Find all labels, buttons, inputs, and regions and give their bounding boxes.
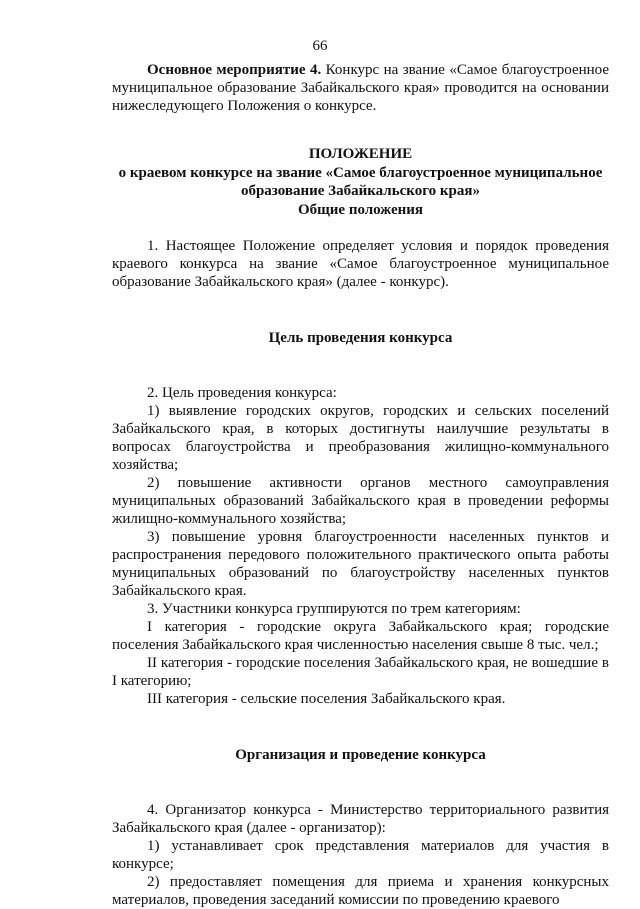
document-body xyxy=(112,61,609,909)
goal-item-1: 1) выявление городских округов, городских и сельских поселений Забайкальского края, в которых достигнуты наилучшие результаты в вопросах благоустройства и преобразования жилищно-коммунального хозяйства; xyxy=(112,403,609,473)
paragraph-2: 2. Цель проведения конкурса: xyxy=(147,385,337,401)
paragraph-3: 3. Участники конкурса группируются по трем категориям: xyxy=(147,601,521,617)
section-heading-goal: Цель проведения конкурса xyxy=(268,330,453,346)
paragraph-4: 4. Организатор конкурса - Министерство территориального развития Забайкальского края (далее - организатор): xyxy=(112,802,609,836)
org-item-2: 2) предоставляет помещения для приема и хранения конкурсных материалов, проведения заседаний комиссии по проведению краевого xyxy=(112,874,609,908)
intro-paragraph xyxy=(112,61,609,115)
intro-lead: Основное мероприятие 4. xyxy=(147,62,322,78)
section-heading-general: Общие положения xyxy=(297,202,424,218)
category-3: III категория - сельские поселения Забайкальского края. xyxy=(147,691,506,707)
doc-title: ПОЛОЖЕНИЕ xyxy=(308,146,413,162)
category-2: II категория - городские поселения Забайкальского края, не вошедшие в I категорию; xyxy=(112,655,609,689)
section-heading-organization: Организация и проведение конкурса xyxy=(235,747,486,763)
paragraph-1: 1. Настоящее Положение определяет условия и порядок проведения краевого конкурса на звание «Самое благоустроенное муниципальное образование Забайкальского края» (далее - конкурс). xyxy=(112,238,609,290)
intro-text: Конкурс на звание «Самое благоустроенное муниципальное образование Забайкальского края» проводится на основании нижеследующего Положения о конкурсе. xyxy=(112,62,609,114)
doc-subtitle: о краевом конкурсе на звание «Самое благоустроенное муниципальное образование Забайкальского края» xyxy=(118,165,603,199)
goal-item-3: 3) повышение уровня благоустроенности населенных пунктов и распространения передового положительного практического опыта работы муниципальных образований по благоустройству населенных пунктов Забайкальского края. xyxy=(112,529,609,599)
category-1: I категория - городские округа Забайкальского края; городские поселения Забайкальского края численностью населения свыше 8 тыс. чел.; xyxy=(112,619,609,653)
org-item-1: 1) устанавливает срок представления материалов для участия в конкурсе; xyxy=(112,838,609,872)
page-number: 66 xyxy=(312,38,328,54)
goal-item-2: 2) повышение активности органов местного самоуправления муниципальных образований Забайкальского края в проведении реформы жилищно-коммунального хозяйства; xyxy=(112,475,609,527)
